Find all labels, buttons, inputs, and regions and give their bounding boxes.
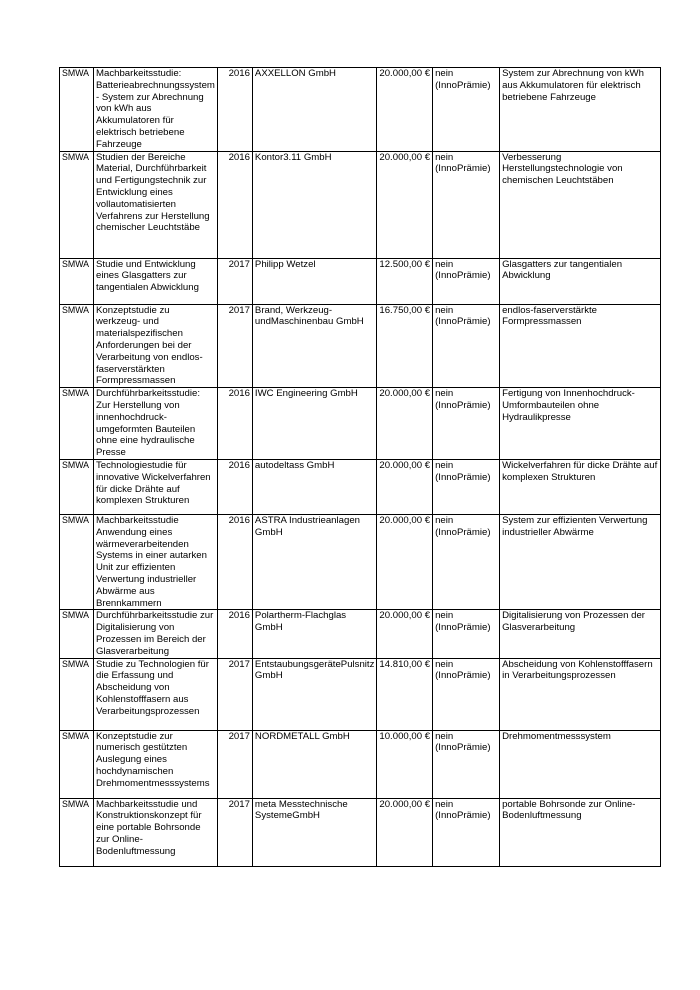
amount-cell: 20.000,00 €: [377, 610, 433, 658]
amount-cell: 20.000,00 €: [377, 514, 433, 609]
amount-cell: 14.810,00 €: [377, 658, 433, 730]
description-cell: Durchführbarkeitsstudie zur Digitalisierung von Prozessen im Bereich der Glasverarbeitung: [94, 610, 218, 658]
description-cell: Durchführbarkeitsstudie: Zur Herstellung von innenhochdruck-umgeformten Bauteilen ohne eine hydraulische Presse: [94, 388, 218, 460]
status-cell: nein (InnoPrämie): [433, 258, 500, 304]
company-cell: IWC Engineering GmbH: [252, 388, 376, 460]
status-cell: nein (InnoPrämie): [433, 514, 500, 609]
table-row: [60, 798, 661, 866]
year-cell: 2017: [217, 798, 252, 866]
description-cell: Machbarkeitsstudie Anwendung eines wärmeverarbeitenden Systems in einer autarken Unit zur effizienten Verwertung industrieller Abwärme aus Brennkammern: [94, 514, 218, 609]
goal-cell: endlos-faserverstärkte Formpressmassen: [500, 304, 661, 388]
agency-cell: SMWA: [60, 459, 94, 514]
goal-cell: System zur Abrechnung von kWh aus Akkumulatoren für elektrisch betriebene Fahrzeuge: [500, 68, 661, 152]
company-cell: AXXELLON GmbH: [252, 68, 376, 152]
agency-cell: SMWA: [60, 151, 94, 258]
company-cell: Polartherm-Flachglas GmbH: [252, 610, 376, 658]
agency-cell: SMWA: [60, 798, 94, 866]
agency-cell: SMWA: [60, 514, 94, 609]
amount-cell: 20.000,00 €: [377, 459, 433, 514]
year-cell: 2017: [217, 258, 252, 304]
goal-cell: Glasgatters zur tangentialen Abwicklung: [500, 258, 661, 304]
description-cell: Machbarkeitsstudie und Konstruktionskonzept für eine portable Bohrsonde zur Online-Bodenluftmessung: [94, 798, 218, 866]
table-row: [60, 68, 661, 152]
status-cell: nein (InnoPrämie): [433, 658, 500, 730]
goal-cell: System zur effizienten Verwertung industrieller Abwärme: [500, 514, 661, 609]
company-cell: Kontor3.11 GmbH: [252, 151, 376, 258]
year-cell: 2016: [217, 514, 252, 609]
agency-cell: SMWA: [60, 658, 94, 730]
table-row: [60, 304, 661, 388]
year-cell: 2016: [217, 68, 252, 152]
status-cell: nein (InnoPrämie): [433, 730, 500, 798]
status-cell: nein (InnoPrämie): [433, 304, 500, 388]
status-cell: nein (InnoPrämie): [433, 610, 500, 658]
table-row: [60, 730, 661, 798]
goal-cell: Drehmomentmesssystem: [500, 730, 661, 798]
company-cell: EntstaubungsgerätePulsnitz GmbH: [252, 658, 376, 730]
amount-cell: 12.500,00 €: [377, 258, 433, 304]
amount-cell: 20.000,00 €: [377, 151, 433, 258]
description-cell: Studien der Bereiche Material, Durchführbarkeit und Fertigungstechnik zur Entwicklung eines vollautomatisierten Verfahrens zur Herstellung chemischer Leuchtstäbe: [94, 151, 218, 258]
status-cell: nein (InnoPrämie): [433, 388, 500, 460]
description-cell: Machbarkeitsstudie: Batterieabrechnungssystem - System zur Abrechnung von kWh aus Akkumulatoren für elektrisch betriebene Fahrzeuge: [94, 68, 218, 152]
goal-cell: Digitalisierung von Prozessen der Glasverarbeitung: [500, 610, 661, 658]
table-row: [60, 658, 661, 730]
company-cell: NORDMETALL GmbH: [252, 730, 376, 798]
funding-table: [59, 67, 661, 867]
amount-cell: 20.000,00 €: [377, 68, 433, 152]
company-cell: Philipp Wetzel: [252, 258, 376, 304]
goal-cell: Fertigung von Innenhochdruck-Umformbauteilen ohne Hydraulikpresse: [500, 388, 661, 460]
company-cell: ASTRA Industrieanlagen GmbH: [252, 514, 376, 609]
year-cell: 2017: [217, 730, 252, 798]
agency-cell: SMWA: [60, 304, 94, 388]
status-cell: nein (InnoPrämie): [433, 68, 500, 152]
agency-cell: SMWA: [60, 610, 94, 658]
year-cell: 2016: [217, 151, 252, 258]
year-cell: 2016: [217, 388, 252, 460]
goal-cell: portable Bohrsonde zur Online-Bodenluftmessung: [500, 798, 661, 866]
agency-cell: SMWA: [60, 730, 94, 798]
amount-cell: 16.750,00 €: [377, 304, 433, 388]
company-cell: autodeltass GmbH: [252, 459, 376, 514]
company-cell: meta Messtechnische SystemeGmbH: [252, 798, 376, 866]
status-cell: nein (InnoPrämie): [433, 151, 500, 258]
amount-cell: 20.000,00 €: [377, 388, 433, 460]
agency-cell: SMWA: [60, 388, 94, 460]
agency-cell: SMWA: [60, 258, 94, 304]
status-cell: nein (InnoPrämie): [433, 798, 500, 866]
goal-cell: Verbesserung Herstellungstechnologie von chemischen Leuchtstäben: [500, 151, 661, 258]
table-body: [60, 68, 661, 867]
table-row: [60, 258, 661, 304]
status-cell: nein (InnoPrämie): [433, 459, 500, 514]
amount-cell: 20.000,00 €: [377, 798, 433, 866]
description-cell: Studie zu Technologien für die Erfassung und Abscheidung von Kohlenstofffasern aus Verarbeitungsprozessen: [94, 658, 218, 730]
goal-cell: Wickelverfahren für dicke Drähte auf komplexen Strukturen: [500, 459, 661, 514]
year-cell: 2016: [217, 459, 252, 514]
table-row: [60, 151, 661, 258]
description-cell: Konzeptstudie zur numerisch gestützten Auslegung eines hochdynamischen Drehmomentmesssystems: [94, 730, 218, 798]
description-cell: Technologiestudie für innovative Wickelverfahren für dicke Drähte auf komplexen Strukturen: [94, 459, 218, 514]
amount-cell: 10.000,00 €: [377, 730, 433, 798]
table-row: [60, 388, 661, 460]
agency-cell: SMWA: [60, 68, 94, 152]
company-cell: Brand, Werkzeug-undMaschinenbau GmbH: [252, 304, 376, 388]
year-cell: 2016: [217, 610, 252, 658]
description-cell: Studie und Entwicklung eines Glasgatters zur tangentialen Abwicklung: [94, 258, 218, 304]
description-cell: Konzeptstudie zu werkzeug- und materialspezifischen Anforderungen bei der Verarbeitung von endlos-faserverstärkten Formpressmassen: [94, 304, 218, 388]
table-row: [60, 459, 661, 514]
table-row: [60, 610, 661, 658]
year-cell: 2017: [217, 304, 252, 388]
year-cell: 2017: [217, 658, 252, 730]
table-row: [60, 514, 661, 609]
goal-cell: Abscheidung von Kohlenstofffasern in Verarbeitungsprozessen: [500, 658, 661, 730]
